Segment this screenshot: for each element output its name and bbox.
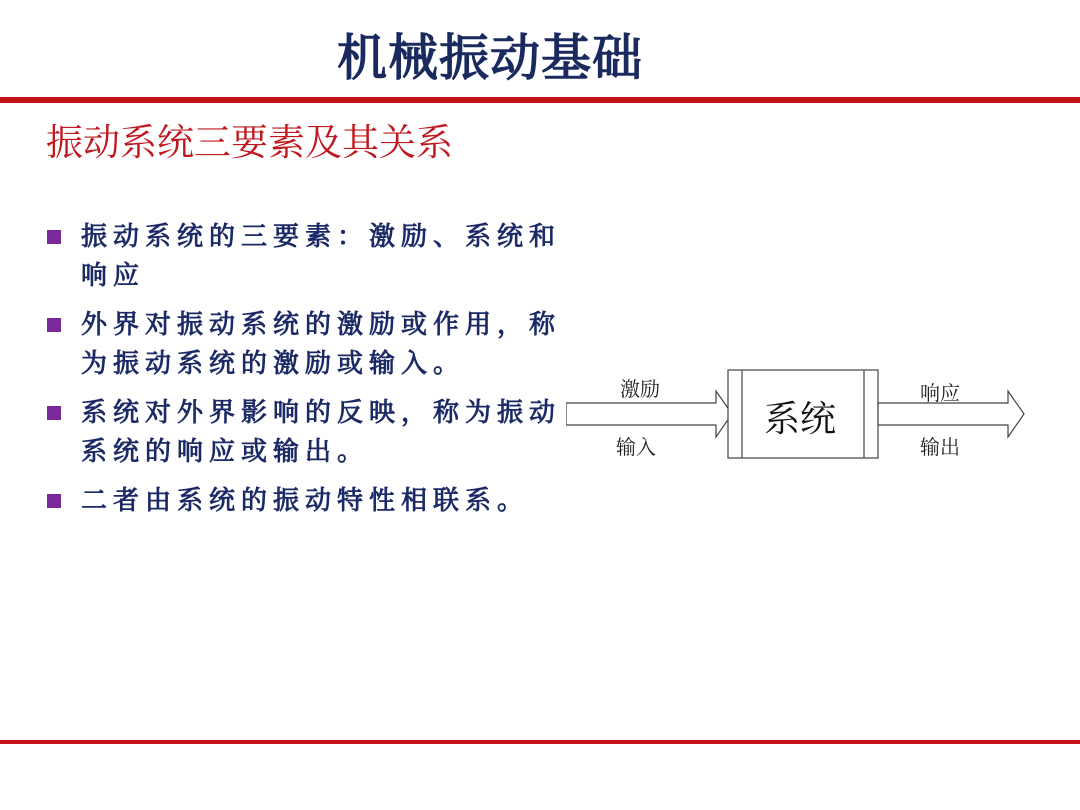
bullet-item [45,394,565,472]
top-divider [0,97,1080,103]
system-diagram [566,365,1036,465]
bullet-text: 系统对外界影响的反映，称为振动系统的响应或输出。 [81,398,562,467]
bullet-text: 外界对振动系统的激励或作用，称为振动系统的激励或输入。 [81,310,562,379]
bullet-text: 振动系统的三要素：激励、系统和响应 [81,222,562,291]
bullet-text: 二者由系统的振动特性相联系。 [81,486,530,516]
output-top-label: 响应 [920,381,960,405]
section-subtitle: 振动系统三要素及其关系 [46,121,453,164]
bullet-square-icon [47,494,61,508]
bullet-item [45,482,565,521]
slide-title: 机械振动基础 [337,28,643,87]
system-label: 系统 [764,399,837,440]
input-bottom-label: 输入 [616,435,656,459]
bottom-divider [0,740,1080,744]
input-top-label: 激励 [620,377,660,401]
bullet-item [45,306,565,384]
bullet-item [45,218,565,296]
bullet-square-icon [47,318,61,332]
output-bottom-label: 输出 [920,435,960,459]
bullet-square-icon [47,406,61,420]
bullet-square-icon [47,230,61,244]
bullet-list [45,218,565,531]
